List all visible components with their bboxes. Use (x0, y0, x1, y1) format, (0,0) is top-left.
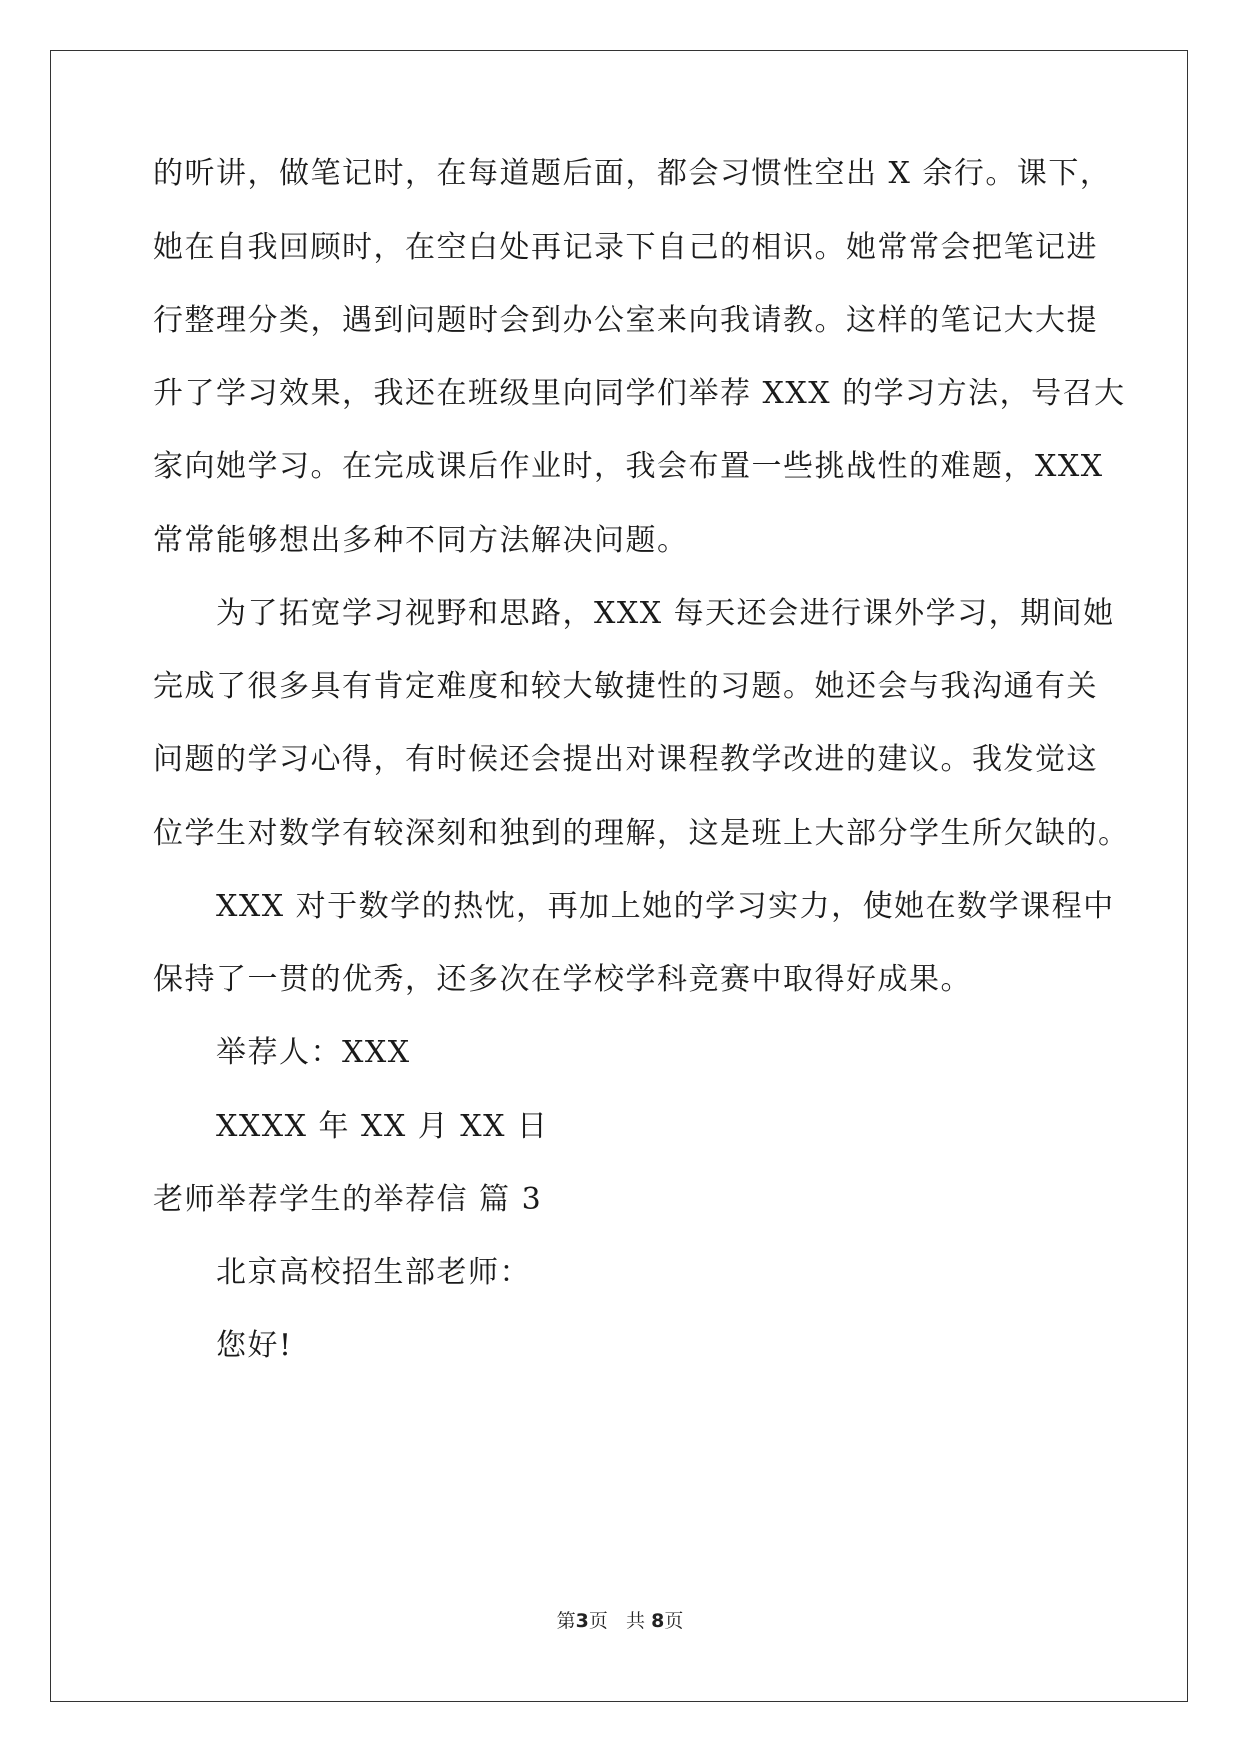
page-number: 3 (575, 1610, 589, 1632)
total-prefix: 共 (626, 1610, 646, 1632)
text-line: 的听讲，做笔记时，在每道题后面，都会习惯性空出 X 余行。课下， (153, 156, 1112, 191)
paragraph-start: XXX 对于数学的热忱，再加上她的学习实力，使她在数学课程中 (216, 889, 1115, 924)
text-line: 位学生对数学有较深刻和独到的理解，这是班上大部分学生所欠缺的。 (153, 816, 1130, 851)
text-line: 完成了很多具有肯定难度和较大敏捷性的习题。她还会与我沟通有关 (153, 669, 1098, 704)
page-frame (50, 50, 1188, 1702)
text-line: 行整理分类，遇到问题时会到办公室来向我请教。这样的笔记大大提 (153, 303, 1098, 338)
greeting: 您好! (216, 1328, 293, 1363)
recommender-line: 举荐人：XXX (216, 1035, 411, 1070)
paragraph-start: 为了拓宽学习视野和思路，XXX 每天还会进行课外学习，期间她 (216, 596, 1115, 631)
total-pages: 8 (651, 1610, 665, 1632)
text-line: 她在自我回顾时，在空白处再记录下自己的相识。她常常会把笔记进 (153, 230, 1098, 265)
total-suffix: 页 (664, 1610, 684, 1632)
text-line: 升了学习效果，我还在班级里向同学们举荐 XXX 的学习方法，号召大 (153, 376, 1126, 411)
text-line: 问题的学习心得，有时候还会提出对课程教学改进的建议。我发觉这 (153, 742, 1098, 777)
date-line: XXXX 年 XX 月 XX 日 (216, 1109, 549, 1144)
page-suffix: 页 (588, 1610, 608, 1632)
page-prefix: 第 (556, 1610, 576, 1632)
text-line: 保持了一贯的优秀，还多次在学校学科竞赛中取得好成果。 (153, 962, 972, 997)
text-line: 家向她学习。在完成课后作业时，我会布置一些挑战性的难题，XXX (153, 449, 1104, 484)
page-footer (51, 1606, 1189, 1633)
salutation: 北京高校招生部老师： (216, 1255, 531, 1290)
section-heading: 老师举荐学生的举荐信 篇 3 (153, 1182, 543, 1217)
text-line: 常常能够想出多种不同方法解决问题。 (153, 523, 689, 558)
